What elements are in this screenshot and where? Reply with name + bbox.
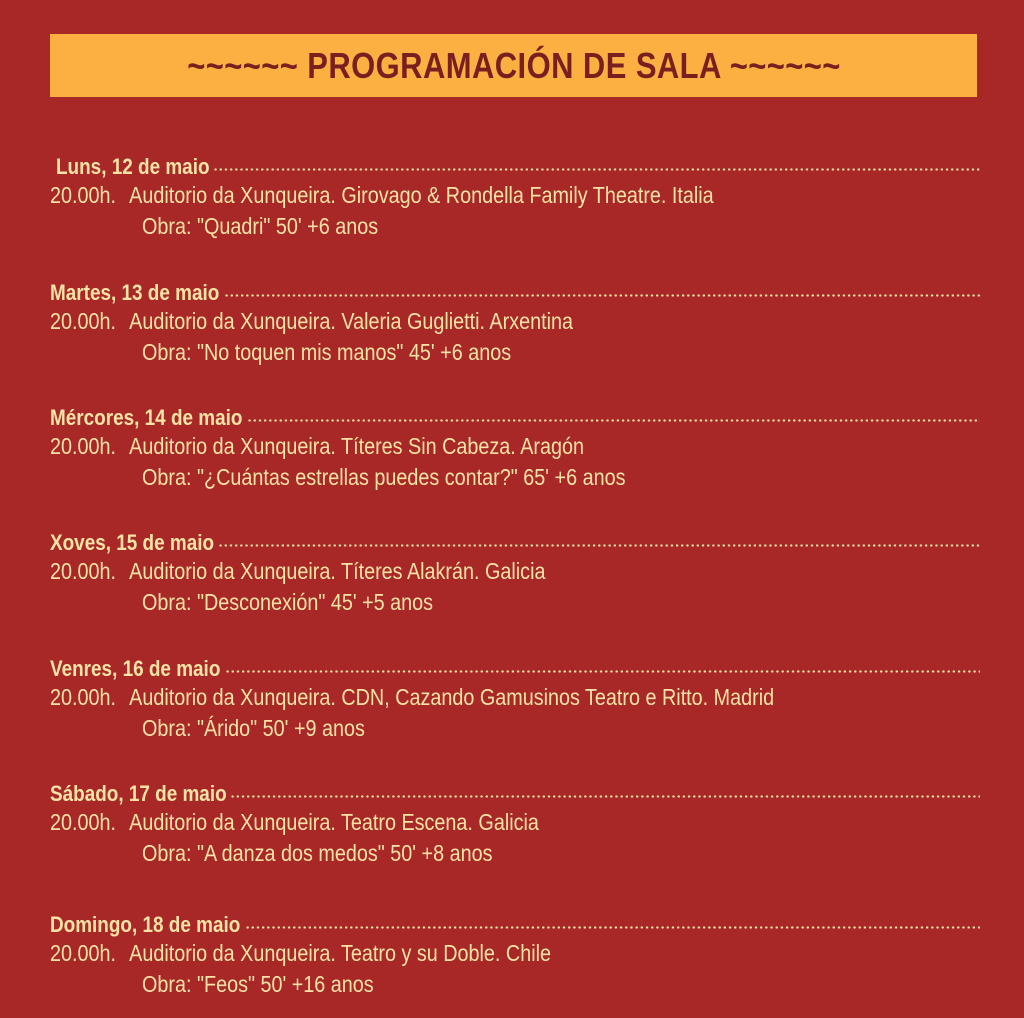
day-heading	[50, 150, 980, 180]
day-heading	[50, 777, 980, 807]
event-time: 20.00h.	[50, 684, 117, 710]
dot-leader	[211, 150, 980, 174]
day-heading	[50, 908, 980, 938]
work-line	[50, 211, 980, 242]
event-line	[50, 556, 980, 587]
day-entry	[50, 526, 980, 618]
event-details: Auditorio da Xunqueira. Teatro y su Doble. Chile	[129, 940, 551, 966]
event-time: 20.00h.	[50, 809, 117, 835]
event-details: Auditorio da Xunqueira. Títeres Alakrán. Galicia	[129, 558, 546, 584]
dot-leader	[216, 526, 980, 550]
day-entry	[50, 777, 980, 869]
event-time: 20.00h.	[50, 558, 117, 584]
event-line	[50, 682, 980, 713]
day-entry	[50, 652, 980, 744]
event-details: Auditorio da Xunqueira. CDN, Cazando Gamusinos Teatro e Ritto. Madrid	[129, 684, 775, 710]
work-line	[50, 838, 980, 869]
event-line	[50, 807, 980, 838]
day-heading	[50, 652, 980, 682]
work-line	[50, 969, 980, 1000]
event-details: Auditorio da Xunqueira. Teatro Escena. Galicia	[129, 809, 539, 835]
dot-leader	[245, 401, 980, 425]
day-label: Martes, 13 de maio	[50, 280, 220, 305]
event-details: Auditorio da Xunqueira. Girovago & Rondella Family Theatre. Italia	[129, 182, 714, 208]
event-time: 20.00h.	[50, 433, 117, 459]
work-info: Obra: "¿Cuántas estrellas puedes contar?" 65' +6 anos	[142, 464, 626, 490]
work-line	[50, 337, 980, 368]
day-label: Luns, 12 de maio	[56, 154, 210, 179]
day-entry	[50, 908, 980, 1000]
day-heading	[50, 276, 980, 306]
work-info: Obra: "A danza dos medos" 50' +8 anos	[142, 840, 493, 866]
event-time: 20.00h.	[50, 308, 117, 334]
day-label: Mércores, 14 de maio	[50, 405, 243, 430]
day-label: Sábado, 17 de maio	[50, 781, 227, 806]
event-details: Auditorio da Xunqueira. Valeria Guglietti. Arxentina	[129, 308, 573, 334]
work-info: Obra: "Árido" 50' +9 anos	[142, 715, 365, 741]
day-heading	[50, 526, 980, 556]
event-line	[50, 306, 980, 337]
dot-leader	[228, 777, 980, 801]
day-entry	[50, 150, 980, 242]
work-info: Obra: "No toquen mis manos" 45' +6 anos	[142, 339, 512, 365]
page-title: ~~~~~~ PROGRAMACIÓN DE SALA ~~~~~~	[186, 44, 841, 86]
event-details: Auditorio da Xunqueira. Títeres Sin Cabeza. Aragón	[129, 433, 584, 459]
day-entry	[50, 276, 980, 368]
event-line	[50, 938, 980, 969]
dot-leader	[243, 908, 980, 932]
day-entry	[50, 401, 980, 493]
day-label: Xoves, 15 de maio	[50, 530, 215, 555]
work-line	[50, 713, 980, 744]
day-label: Venres, 16 de maio	[50, 656, 221, 681]
work-info: Obra: "Feos" 50' +16 anos	[142, 971, 374, 997]
work-info: Obra: "Quadri" 50' +6 anos	[142, 213, 379, 239]
dot-leader	[223, 652, 980, 676]
day-heading	[50, 401, 980, 431]
event-time: 20.00h.	[50, 940, 117, 966]
work-line	[50, 587, 980, 618]
event-line	[50, 431, 980, 462]
work-line	[50, 462, 980, 493]
dot-leader	[222, 276, 980, 300]
event-line	[50, 180, 980, 211]
work-info: Obra: "Desconexión" 45' +5 anos	[142, 589, 434, 615]
event-time: 20.00h.	[50, 182, 117, 208]
day-label: Domingo, 18 de maio	[50, 912, 241, 937]
